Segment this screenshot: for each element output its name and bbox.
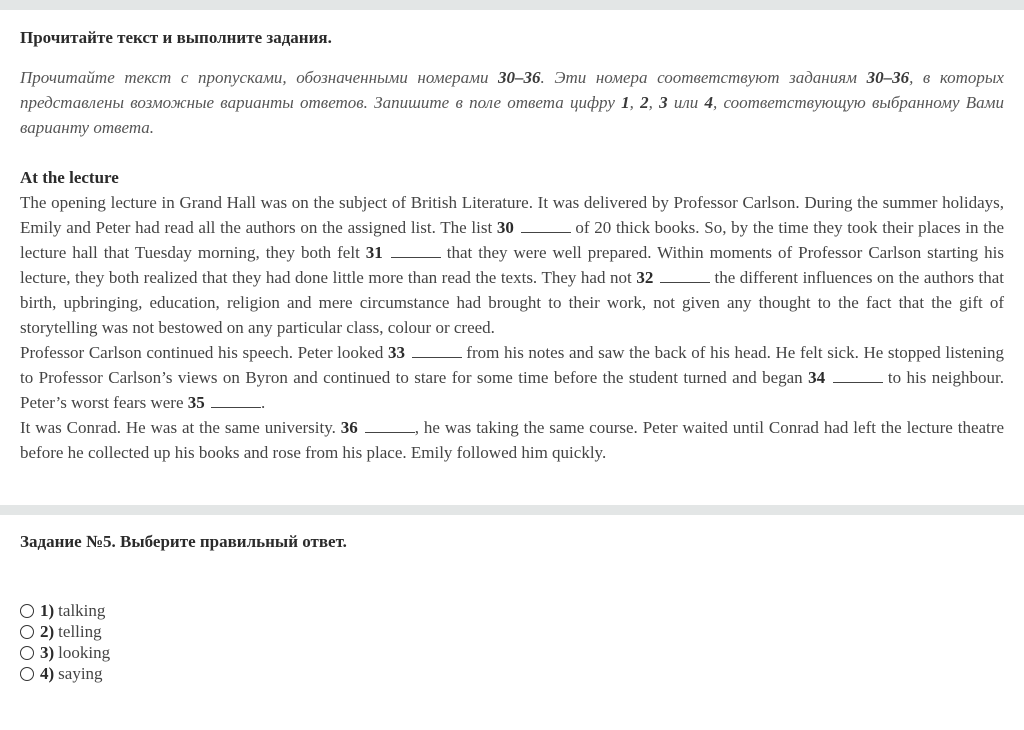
radio-button[interactable] xyxy=(20,625,34,639)
option-label: telling xyxy=(58,622,102,641)
answer-option-3[interactable] xyxy=(20,642,1004,663)
section-divider xyxy=(0,505,1024,515)
gap-blank-35 xyxy=(211,392,261,408)
instructions-title: Прочитайте текст и выполните задания. xyxy=(20,28,332,47)
gap-blank-34 xyxy=(833,367,883,383)
text-title: At the lecture xyxy=(20,168,119,187)
gap-number-34: 34 xyxy=(808,368,826,387)
gap-blank-30 xyxy=(521,217,571,233)
answer-option-2[interactable] xyxy=(20,621,1004,642)
gap-number-36: 36 xyxy=(340,418,358,437)
option-label: looking xyxy=(58,643,111,662)
option-label: saying xyxy=(58,664,103,683)
gap-number-30: 30 xyxy=(496,218,514,237)
text-paragraph-2: Professor Carlson continued his speech. Peter looked 33 from his notes and saw the back of his head. He felt sick. He stopped listening to Professor Carlson’s views on Byron and continued to stare for some time before the student turned and began 34 to his neighbour. Peter’s worst fears were 35 . xyxy=(20,343,1005,412)
text-paragraph-3: It was Conrad. He was at the same university. 36 , he was taking the same course. Peter waited until Conrad had left the lecture theatre before he collected up his books and rose from his place. Emily followed him quickly. xyxy=(20,418,1004,462)
radio-button[interactable] xyxy=(20,604,34,618)
task-title: Задание №5. Выберите правильный ответ. xyxy=(20,532,347,551)
option-number: 1) xyxy=(40,601,55,620)
answer-option-4[interactable] xyxy=(20,663,1004,684)
gap-blank-31 xyxy=(391,242,441,258)
radio-button[interactable] xyxy=(20,646,34,660)
answer-option-1[interactable] xyxy=(20,600,1004,621)
answer-options xyxy=(20,600,1004,684)
text-paragraph-1: The opening lecture in Grand Hall was on the subject of British Literature. It was delivered by Professor Carlson. During the summer holidays, Emily and Peter had read all the authors on the assigned list. The list 30 of 20 thick books. So, by the time they took their places in the lecture hall that Tuesday morning, they both felt 31 that they were well prepared. Within moments of Professor Carlson starting his lecture, they both realized that they had done little more than read the texts. They had not 32 the different influences on the authors that birth, upbringing, education, religion and mere circumstance had brought to their work, not given any thought to the fact that the gift of storytelling was not bestowed on any particular class, colour or creed. xyxy=(20,193,1004,337)
gap-blank-32 xyxy=(660,267,710,283)
gap-number-31: 31 xyxy=(365,243,383,262)
option-label: talking xyxy=(58,601,106,620)
gap-blank-33 xyxy=(412,342,462,358)
option-number: 2) xyxy=(40,622,55,641)
gap-number-35: 35 xyxy=(187,393,205,412)
option-number: 4) xyxy=(40,664,55,683)
instructions-text: Прочитайте текст с пропусками, обозначенными номерами 30–36. Эти номера соответствуют заданиям 30–36, в которых представлены возможные варианты ответов. Запишите в поле ответа цифру 1, 2, 3 или 4, соответствующую выбранному Вами варианту ответа. xyxy=(20,68,1005,137)
top-divider xyxy=(0,0,1024,10)
option-number: 3) xyxy=(40,643,55,662)
gap-number-32: 32 xyxy=(636,268,654,287)
gap-blank-36 xyxy=(365,417,415,433)
gap-number-33: 33 xyxy=(388,343,406,362)
radio-button[interactable] xyxy=(20,667,34,681)
